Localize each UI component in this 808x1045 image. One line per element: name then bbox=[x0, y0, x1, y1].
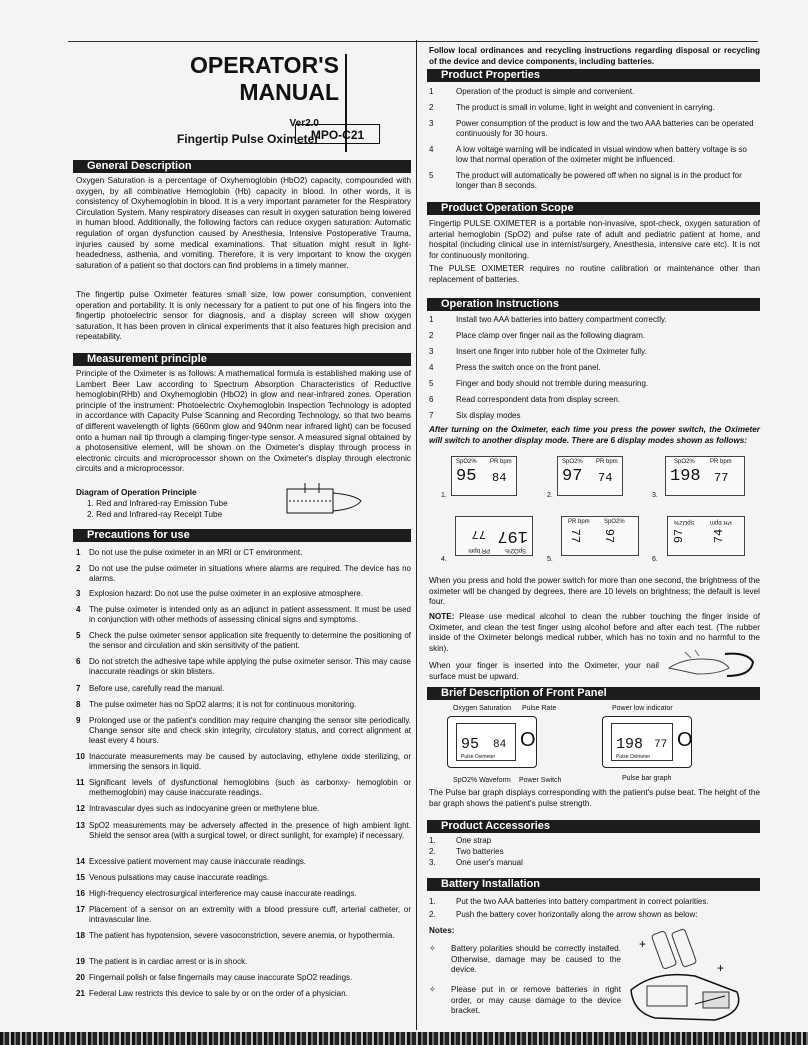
general-para2: The fingertip pulse Oximeter features small size, low power consumption, convenient operation and portability. It is only necessary for a patient to put one of his fingers into the fingertip photoelectric sensor for diagnosis, and a display screen will show oxygen saturation. It has been proven in clinical experiments that it also features high precision and repeatability. bbox=[76, 290, 411, 342]
accessory-item: 3. One user's manual bbox=[429, 858, 523, 867]
scope-para1: Fingertip PULSE OXIMETER is a portable non-invasive, spot-check, oxygen saturation of arterial hemoglobin (SpO2) and pulse rate of adult and pediatric patient at home, and hospital (including clinical use in internist/surgery, Anesthesia, intensive care etc). It is not for continuously monitoring. bbox=[429, 219, 760, 260]
recycling-intro: Follow local ordinances and recycling instructions regarding disposal or recycling of the device and device components, including batteries. bbox=[429, 46, 760, 66]
battery-item: 2. Push the battery cover horizontally along the arrow shown as below: bbox=[429, 910, 698, 919]
label-power-low: Power low indicator bbox=[612, 705, 673, 712]
diagram-title: Diagram of Operation Principle bbox=[76, 488, 197, 497]
property-item: 3 Power consumption of the product is low and the two AAA batteries can be operated continuously for 30 hours. bbox=[429, 119, 754, 138]
operation-item: 4 Press the switch once on the front panel. bbox=[429, 363, 601, 372]
precaution-item: 7 Before use, carefully read the manual. bbox=[76, 684, 225, 693]
label-oxygen-saturation: Oxygen Saturation bbox=[453, 705, 511, 712]
display-mode-3: SpO2% PR bpm 198 77 bbox=[665, 456, 745, 496]
precaution-item: 12 Intravascular dyes such as indocyanine green or methylene blue. bbox=[76, 804, 320, 813]
notes-label: Notes: bbox=[429, 926, 455, 935]
property-item: 1 Operation of the product is simple and convenient. bbox=[429, 87, 635, 96]
front-panel-spo2-b: 198 bbox=[616, 736, 644, 753]
operation-item: 1 Install two AAA batteries into battery compartment correctly. bbox=[429, 315, 667, 324]
note-bullet-icon: ✧ bbox=[429, 944, 436, 953]
precautions-heading: Precautions for use bbox=[73, 529, 411, 542]
front-panel-heading: Brief Description of Front Panel bbox=[427, 687, 760, 700]
finger-clip-illustration bbox=[667, 648, 757, 680]
precaution-item: 10 Inaccurate measurements may be caused by autoclaving, ethylene oxide sterilizing, or immersing the sensors in liquid. bbox=[76, 752, 411, 771]
title-line1: OPERATOR'S bbox=[189, 52, 339, 78]
operation-instructions-heading: Operation Instructions bbox=[427, 298, 760, 311]
precaution-item: 18 The patient has hypotension, severe vasoconstriction, severe anemia, or hypothermia. bbox=[76, 931, 395, 940]
display-mode-index: 3. bbox=[652, 492, 658, 499]
battery-item: 1. Put the two AAA batteries into battery compartment in correct polarities. bbox=[429, 897, 709, 906]
cleaning-note: NOTE: Please use medical alcohol to clean the rubber touching the finger inside of Oximeter, and clean the test finger using alcohol before and after each test. (The rubber inside of the Oximeter belongs medical rubber, which has no toxin and no harmful to the skin). bbox=[429, 612, 760, 653]
operation-scope-heading: Product Operation Scope bbox=[427, 202, 760, 215]
front-panel-pr: 84 bbox=[493, 739, 507, 751]
precaution-item: 17 Placement of a sensor on an extremity with a blood pressure cuff, arterial catheter, or intravascular line. bbox=[76, 905, 411, 924]
operation-item: 3 Insert one finger into rubber hole of the Oximeter fully. bbox=[429, 347, 647, 356]
measurement-principle-heading: Measurement principle bbox=[73, 353, 411, 366]
precaution-item: 19 The patient is in cardiac arrest or is in shock. bbox=[76, 957, 248, 966]
display-mode-6: SpO2% PR bpm 97 74 bbox=[667, 516, 745, 556]
svg-text:+: + bbox=[639, 937, 647, 951]
display-mode-1: SpO2% PR bpm 95 84 bbox=[451, 456, 517, 496]
product-properties-heading: Product Properties bbox=[427, 69, 760, 82]
battery-installation-illustration bbox=[625, 926, 757, 1026]
general-description-heading: General Description bbox=[73, 160, 411, 173]
property-item: 2 The product is small in volume, light in weight and convenient in carrying. bbox=[429, 103, 715, 112]
display-modes-note: After turning on the Oximeter, each time you press the power switch, the Oximeter will switch to another display mode. There are 6 display modes shown as follows: bbox=[429, 425, 760, 445]
property-item: 5 The product will automatically be powered off when no signal is in the product for longer than 8 seconds. bbox=[429, 171, 742, 190]
precaution-item: 5 Check the pulse oximeter sensor application site frequently to determine the positioning of the sensor and circulation and skin sensitivity of the patient. bbox=[76, 631, 411, 650]
battery-note1: Battery polarities should be correctly installed. Otherwise, damage may be caused to the device. bbox=[451, 944, 621, 975]
precaution-item: 9 Prolonged use or the patient's condition may require changing the sensor site periodically. Change sensor site and check skin integrity, circulatory status, and correct alignment at least every 4 hours. bbox=[76, 716, 411, 745]
brightness-text: When you press and hold the power switch for more than one second, the brightness of the oximeter will be changed by degrees, there are 10 levels on brightness; the default is level four. bbox=[429, 576, 760, 607]
version-label: Ver2.0 bbox=[289, 118, 319, 129]
precaution-item: 21 Federal Law restricts this device to sale by or on the order of a physician. bbox=[76, 989, 348, 998]
svg-text:+: + bbox=[717, 961, 725, 975]
display-mode-index: 5. bbox=[547, 556, 553, 563]
label-pulse-bar-graph: Pulse bar graph bbox=[622, 775, 672, 782]
front-panel-b bbox=[602, 716, 692, 768]
precaution-item: 16 High-frequency electrosurgical interference may cause inaccurate readings. bbox=[76, 889, 357, 898]
front-panel-brand-b: Pulse Oximeter bbox=[616, 754, 651, 760]
front-panel-b-screen bbox=[611, 723, 673, 761]
power-switch-button[interactable]: O bbox=[677, 729, 693, 751]
battery-heading: Battery Installation bbox=[427, 878, 760, 891]
note-bullet-icon: ✧ bbox=[429, 985, 436, 994]
precaution-item: 8 The pulse oximeter has no SpO2 alarms; it is not for continuous monitoring. bbox=[76, 700, 357, 709]
precaution-item: 6 Do not stretch the adhesive tape while applying the pulse oximeter sensor. This may cause inaccurate readings or skin blisters. bbox=[76, 657, 411, 676]
front-panel-pr-b: 77 bbox=[654, 739, 668, 751]
column-divider bbox=[416, 40, 417, 1030]
label-waveform: SpO2% Waveform bbox=[453, 777, 511, 784]
finger-instruction: When your finger is inserted into the Oximeter, your nail surface must be upward. bbox=[429, 661, 659, 681]
display-mode-5: PR bpm SpO2% 77 97 bbox=[561, 516, 639, 556]
accessories-heading: Product Accessories bbox=[427, 820, 760, 833]
precaution-item: 14 Excessive patient movement may cause inaccurate readings. bbox=[76, 857, 306, 866]
diagram-item2: 2. Red and Infrared-ray Receipt Tube bbox=[87, 510, 223, 519]
diagram-item1: 1. Red and Infrared-ray Emission Tube bbox=[87, 499, 228, 508]
precaution-item: 20 Fingernail polish or false fingernails may cause inaccurate SpO2 readings. bbox=[76, 973, 353, 982]
operation-item: 7 Six display modes bbox=[429, 411, 521, 420]
operation-item: 6 Read correspondent data from display screen. bbox=[429, 395, 621, 404]
precaution-item: 13 SpO2 measurements may be adversely affected in the presence of high ambient light. Shield the sensor area (with a surgical towel, or direct sunlight, for example) if necessary. bbox=[76, 821, 411, 840]
general-para1: Oxygen Saturation is a percentage of Oxyhemoglobin (HbO2) capacity, compounded with oxygen, by all combinative Hemoglobin (Hb) capacity in blood. In other words, it is consistency of Oxyhemoglobin in blood. It is a very important parameter for the Respiratory Circulation System. Many respiratory diseases can result in oxygen saturation being lowered in human blood. Additionally, the following factors can reduce oxygen saturation: Automatic regulation of organ dysfunction caused by Anesthesia, Intensive Postoperative Trauma, injuries caused by some medical examinations. That situation might result in light-headedness, asthenia, and vomiting. Therefore, it is very important to know the oxygen saturation of a patient so that doctors can find problems in a timely manner. bbox=[76, 176, 411, 270]
property-item: 4 A low voltage warning will be indicated in visual window when battery voltage is so low that normal operation of the oximeter might be influenced. bbox=[429, 145, 747, 164]
display-mode-index: 2. bbox=[547, 492, 553, 499]
battery-note2: Please put in or remove batteries in right order, or may cause damage to the device bracket. bbox=[451, 985, 621, 1016]
accessory-item: 1. One strap bbox=[429, 836, 492, 845]
front-panel-brand: Pulse Oximeter bbox=[461, 754, 496, 760]
scan-edge-strip bbox=[0, 1032, 808, 1045]
operation-principle-diagram bbox=[285, 481, 369, 519]
display-mode-2: SpO2% PR bpm 97 74 bbox=[557, 456, 623, 496]
display-mode-index: 6. bbox=[652, 556, 658, 563]
principle-para: Principle of the Oximeter is as follows: A mathematical formula is established making use of Lambert Beer Law according to Spectrum Absorption Characteristics of Reductive hemoglobin(RHb) and Oxyhemoglobin (HbO2) in glow and near-infrared zones. Operation principle of the instrument: Photoelectric Oxyhemoglobin Inspection Technology is adopted in accordance with Capacity Pulse Scanning and Recording Technology, so that two beams of different wavelength of lights (660nm glow and 940nm near infrared light) can be focused onto a human nail tip through a clamping finger-type sensor. A measured signal obtained by a photosensitive element, will be shown on the Oximeter's display through process in electronic circuits and microprocessor shown on the Oximeter's display through electronic circuits and a microprocessor. bbox=[76, 369, 411, 474]
model-box: MPO-C21 bbox=[295, 124, 380, 144]
top-rule bbox=[68, 41, 758, 42]
precaution-item: 11 Significant levels of dysfunctional hemoglobins (such as carbonxy- hemoglobin or methemoglobin) may cause inaccurate readings. bbox=[76, 778, 411, 797]
precaution-item: 1 Do not use the pulse oximeter in an MRI or CT environment. bbox=[76, 548, 303, 557]
power-switch-button[interactable]: O bbox=[520, 729, 536, 751]
title-line2: MANUAL bbox=[239, 79, 339, 105]
precaution-item: 2 Do not use the pulse oximeter in situations where alarms are required. The device has no alarms. bbox=[76, 564, 411, 583]
display-mode-index: 4. bbox=[441, 556, 447, 563]
front-panel-a-screen bbox=[456, 723, 516, 761]
subtitle: Fingertip Pulse Oximeter bbox=[176, 132, 319, 146]
display-mode-4: SpO2% PR bpm 197 77 bbox=[455, 516, 533, 556]
precaution-item: 15 Venous pulsations may cause inaccurate readings. bbox=[76, 873, 270, 882]
display-mode-index: 1. bbox=[441, 492, 447, 499]
operation-item: 2 Place clamp over finger nail as the following diagram. bbox=[429, 331, 645, 340]
precaution-item: 4 The pulse oximeter is intended only as an adjunct in patient assessment. It must be used in conjunction with other methods of assessing clinical signs and symptoms. bbox=[76, 605, 411, 624]
scope-para2: The PULSE OXIMETER requires no routine calibration or maintenance other than replacement of batteries. bbox=[429, 264, 760, 284]
front-panel-spo2: 95 bbox=[461, 736, 480, 753]
label-power-switch: Power Switch bbox=[519, 777, 562, 784]
precaution-item: 3 Explosion hazard: Do not use the pulse oximeter in an explosive atmosphere. bbox=[76, 589, 363, 598]
label-pulse-rate: Pulse Rate bbox=[522, 705, 557, 712]
accessory-item: 2. Two batteries bbox=[429, 847, 504, 856]
front-panel-a bbox=[447, 716, 537, 768]
front-panel-description: The Pulse bar graph displays corresponding with the patient's pulse beat. The height of the bar graph shows the patient's pulse strength. bbox=[429, 788, 760, 808]
operation-item: 5 Finger and body should not tremble during measuring. bbox=[429, 379, 649, 388]
